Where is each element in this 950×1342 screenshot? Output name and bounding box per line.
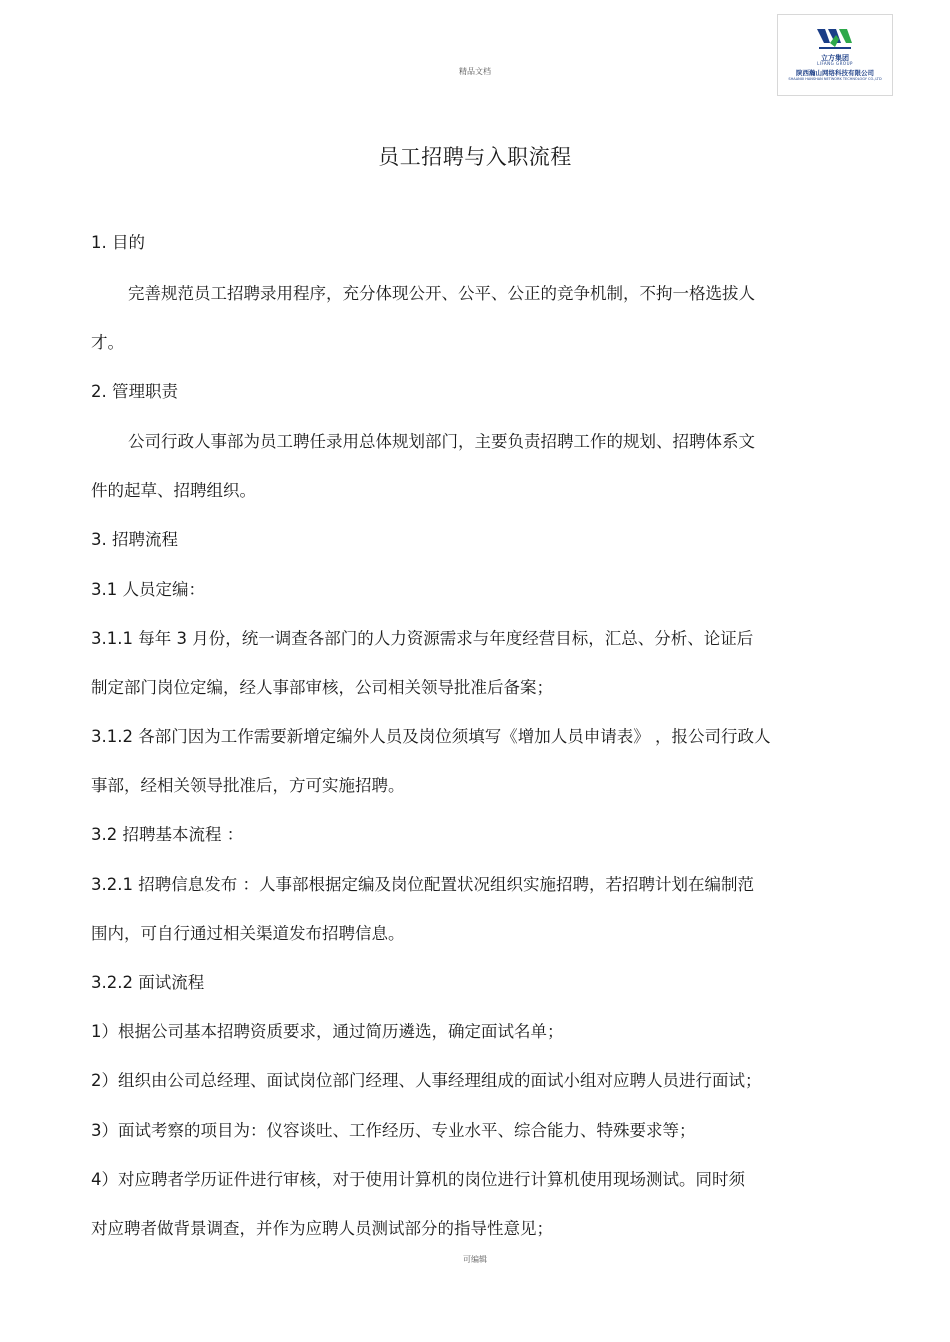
- header-note: 精品文档: [459, 67, 491, 76]
- logo-mark-icon: [815, 25, 855, 51]
- logo-group-name-en: LIFANG GROUP: [817, 61, 853, 66]
- list-item: 4）对应聘者学历证件进行审核，对于使用计算机的岗位进行计算机使用现场测试。同时须: [91, 1170, 745, 1189]
- paragraph-line: 完善规范员工招聘录用程序，充分体现公开、公平、公正的竞争机制，不拘一格选拔人: [128, 284, 755, 303]
- subsection-heading: 3.2 招聘基本流程 ：: [91, 825, 244, 844]
- subsection-heading: 3.2.2 面试流程: [91, 973, 205, 992]
- list-item: 3）面试考察的项目为：仪容谈吐、工作经历、专业水平、综合能力、特殊要求等；: [91, 1121, 696, 1140]
- list-item: 2）组织由公司总经理、面试岗位部门经理、人事经理组成的面试小组对应聘人员进行面试；: [91, 1071, 762, 1090]
- paragraph-line: 3.1.1 每年 3 月份，统一调查各部门的人力资源需求与年度经营目标，汇总、分析、论证后: [91, 629, 754, 648]
- paragraph-line: 才。: [91, 333, 124, 352]
- paragraph-line: 事部，经相关领导批准后，方可实施招聘。: [91, 776, 405, 795]
- paragraph-line: 对应聘者做背景调查，并作为应聘人员测试部分的指导性意见；: [91, 1219, 553, 1238]
- subsection-heading: 3.1 人员定编：: [91, 580, 205, 599]
- logo-company-name-en: SHAANXI HANSHAN NETWORK TECHNOLOGY CO.,LTD: [788, 77, 882, 81]
- list-item: 1）根据公司基本招聘资质要求，通过简历遴选，确定面试名单；: [91, 1022, 564, 1041]
- section-heading: 3. 招聘流程: [91, 530, 178, 549]
- paragraph-line: 制定部门岗位定编，经人事部审核，公司相关领导批准后备案；: [91, 678, 553, 697]
- paragraph-line: 3.2.1 招聘信息发布 ：人事部根据定编及岗位配置状况组织实施招聘，若招聘计划在编制范: [91, 875, 754, 894]
- paragraph-line: 3.1.2 各部门因为工作需要新增定编外人员及岗位须填写《增加人员申请表》 ，报公司行政人: [91, 727, 771, 746]
- section-heading: 2. 管理职责: [91, 382, 178, 401]
- paragraph-line: 围内，可自行通过相关渠道发布招聘信息。: [91, 924, 405, 943]
- company-logo: [777, 14, 893, 96]
- paragraph-line: 件的起草、招聘组织。: [91, 481, 256, 500]
- section-heading: 1. 目的: [91, 233, 145, 252]
- document-title: 员工招聘与入职流程: [378, 145, 572, 169]
- footer-note: 可编辑: [463, 1255, 487, 1264]
- logo-company-name: 陕西瀚山网络科技有限公司: [796, 69, 874, 77]
- logo-group-name: 立方集团: [821, 54, 849, 62]
- paragraph-line: 公司行政人事部为员工聘任录用总体规划部门，主要负责招聘工作的规划、招聘体系文: [128, 432, 755, 451]
